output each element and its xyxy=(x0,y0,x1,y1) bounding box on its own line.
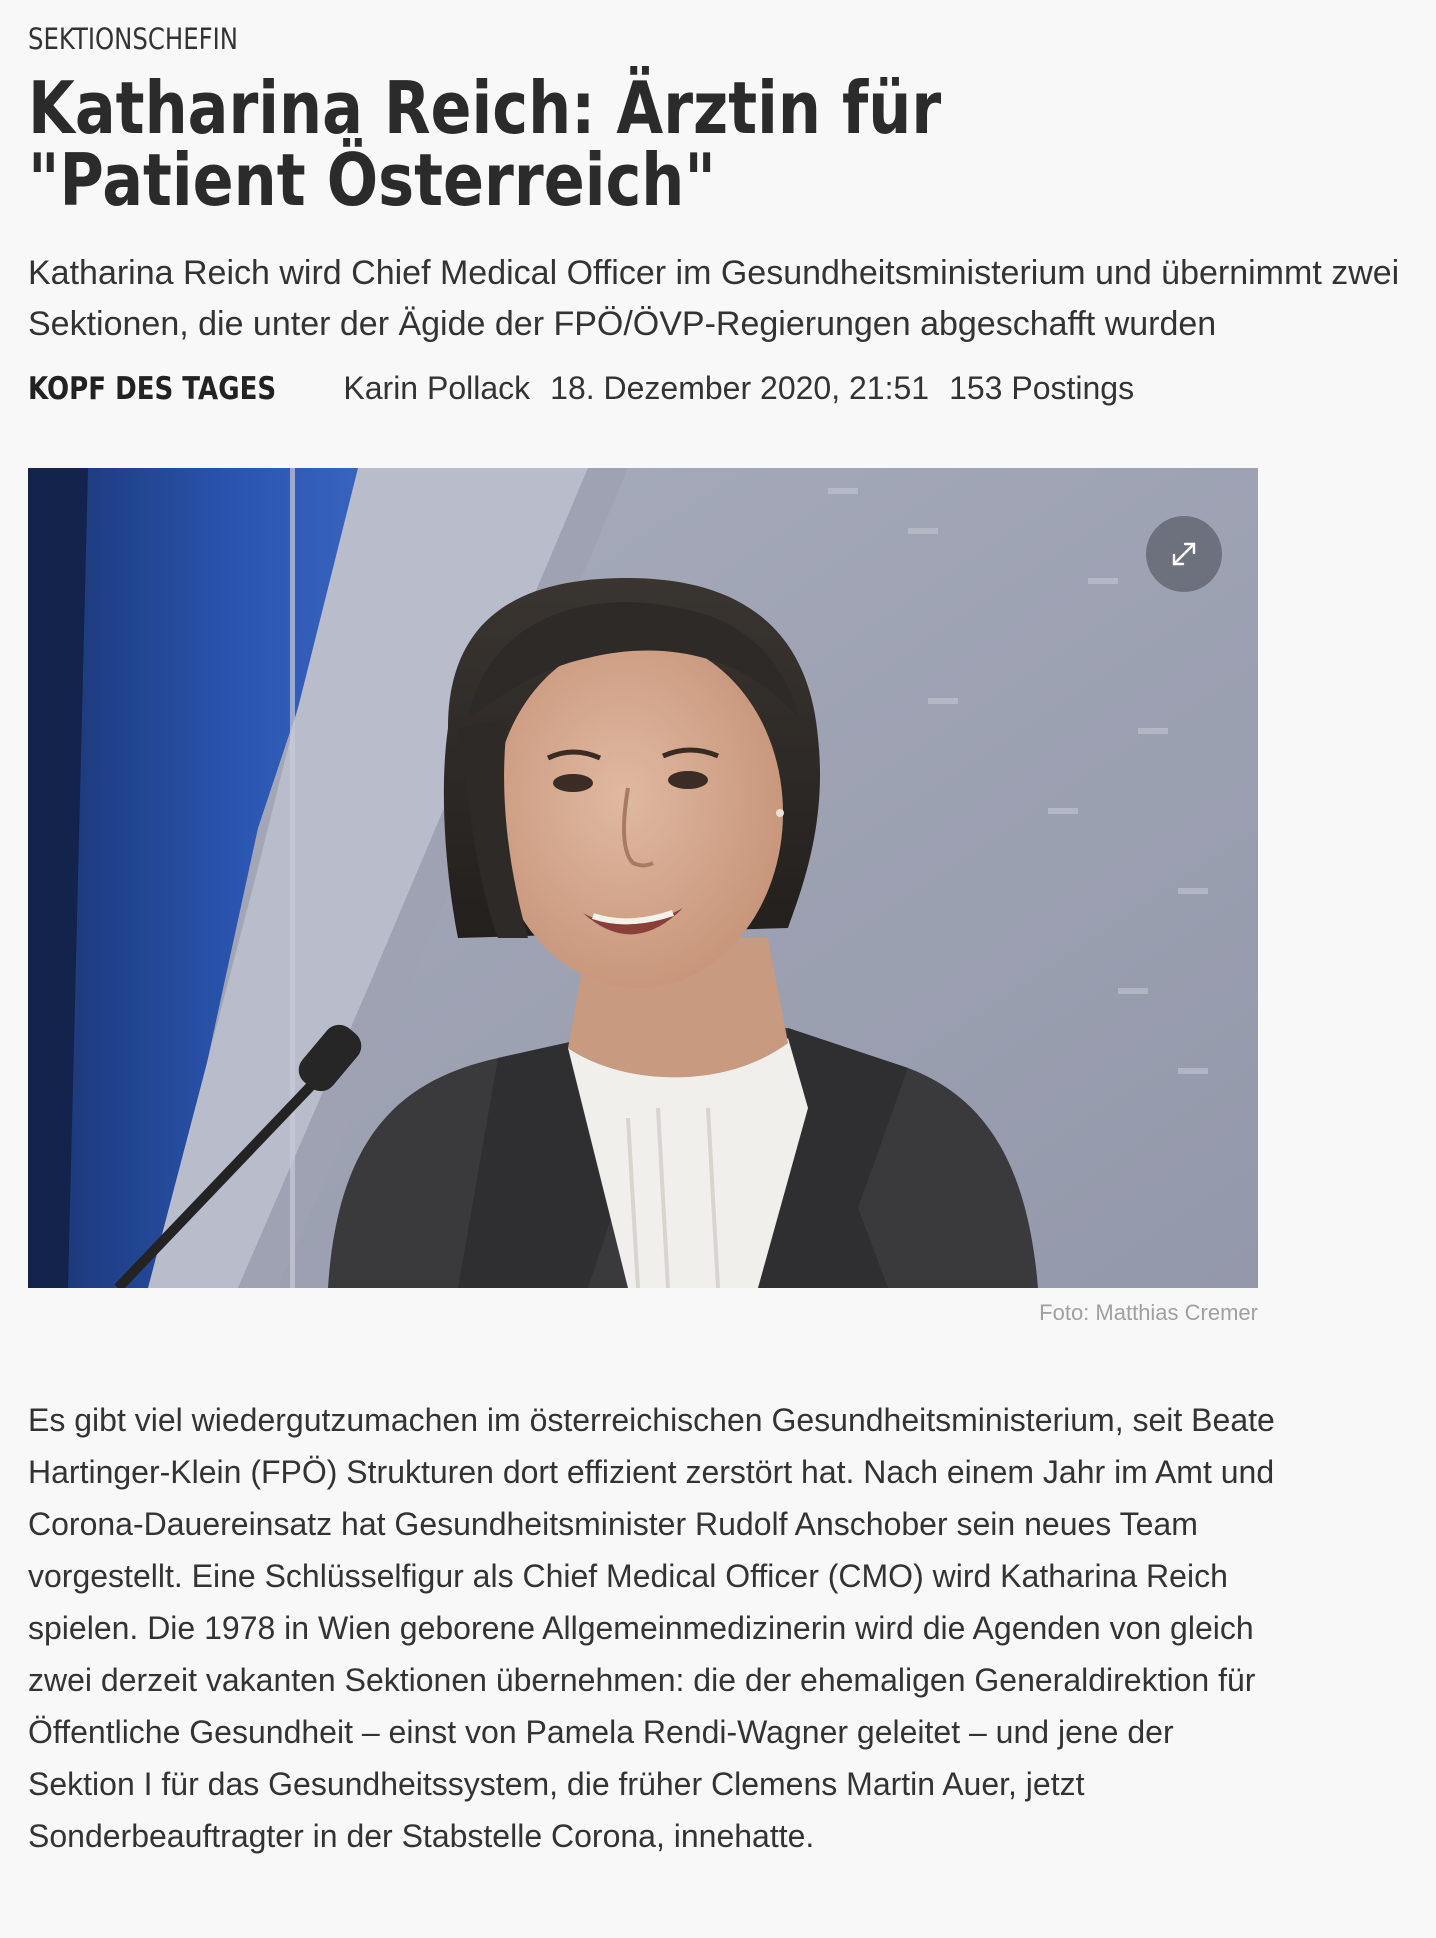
article-headline: Katharina Reich: Ärztin für "Patient Österreich" xyxy=(28,66,942,222)
expand-arrows-icon xyxy=(1167,537,1201,571)
article-lead: Katharina Reich wird Chief Medical Officer im Gesundheitsministerium und übernimmt zwei Sektionen, die unter der Ägide der FPÖ/ÖVP-Regierungen abgeschafft wurden xyxy=(28,254,1400,343)
article-body: Es gibt viel wiedergutzumachen im österreichischen Gesundheitsministerium, seit Beate Hartinger-Klein (FPÖ) Strukturen dort effizient zerstört hat. Nach einem Jahr im Amt und Corona-Dauereinsatz hat Gesundheitsminister Rudolf Anschober sein neues Team vorgestellt. Eine Schlüsselfigur als Chief Medical Officer (CMO) wird Katharina Reich spielen. Die 1978 in Wien geborene Allgemeinmedizinerin wird die Agenden von gleich zwei derzeit vakanten Sektionen übernehmen: die der ehemaligen Generaldirektion für Öffentliche Gesundheit – einst von Pamela Rendi-Wagner geleitet – und jene der Sektion I für das Gesundheitssystem, die früher Clemens Martin Auer, jetzt Sonderbeauftragter in der Stabstelle Corona, innehatte. xyxy=(28,1402,1275,1854)
article-photo[interactable] xyxy=(28,468,1258,1288)
article-kicker: SEKTIONSCHEFIN xyxy=(28,22,238,56)
publish-date: 18. Dezember 2020, 21:51 xyxy=(550,370,930,406)
portrait-photo xyxy=(28,468,1258,1288)
postings-link[interactable]: 153 Postings xyxy=(949,370,1135,406)
author-link[interactable]: Karin Pollack xyxy=(343,370,531,406)
rubric-link[interactable]: KOPF DES TAGES xyxy=(28,371,277,407)
article-meta xyxy=(28,370,1134,407)
photo-credit: Foto: Matthias Cremer xyxy=(1039,1300,1258,1325)
expand-image-button[interactable] xyxy=(1146,516,1222,592)
